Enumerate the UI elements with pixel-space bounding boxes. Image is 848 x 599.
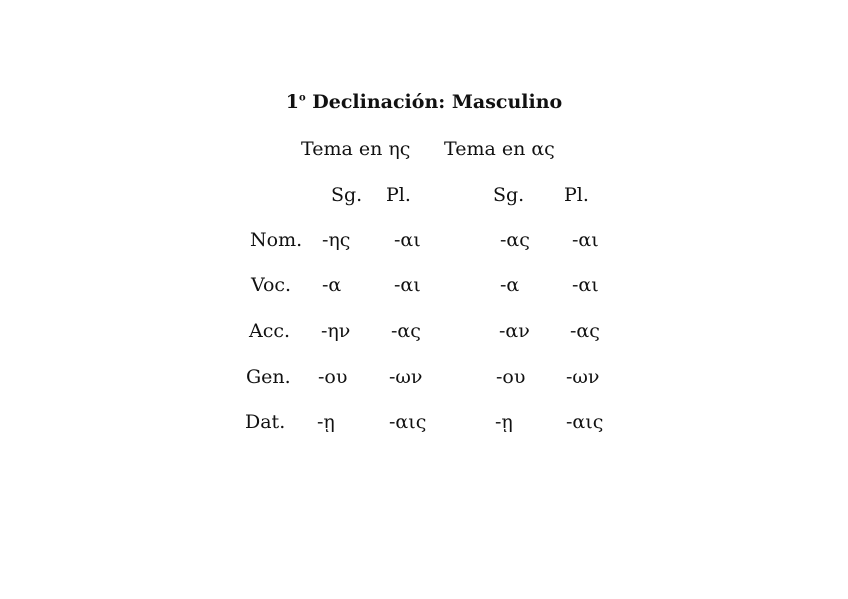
title-superscript: o — [299, 92, 306, 104]
ending-alpha-pl-acc: -ας — [570, 320, 600, 342]
ending-alpha-sg-nom: -ας — [500, 229, 530, 251]
case-label-voc: Voc. — [251, 274, 292, 296]
ending-eta-pl-acc: -ας — [391, 320, 421, 342]
title-number: 1 — [285, 91, 299, 113]
alpha-theme-header: Tema en ας — [444, 138, 555, 160]
ending-alpha-pl-nom: -αι — [572, 229, 599, 251]
case-label-gen: Gen. — [246, 366, 291, 388]
alpha-plural-label: Pl. — [564, 184, 589, 206]
ending-alpha-sg-acc: -αν — [499, 320, 530, 342]
ending-eta-pl-voc: -αι — [394, 274, 421, 296]
ending-eta-sg-acc: -ην — [321, 320, 351, 342]
ending-eta-sg-dat: -ῃ — [317, 411, 335, 433]
ending-eta-sg-voc: -α — [322, 274, 342, 296]
ending-eta-pl-gen: -ων — [389, 366, 423, 388]
page-title — [0, 89, 848, 115]
eta-singular-label: Sg. — [331, 184, 363, 206]
case-label-dat: Dat. — [245, 411, 286, 433]
ending-eta-sg-gen: -ου — [318, 366, 348, 388]
ending-alpha-pl-gen: -ων — [566, 366, 600, 388]
ending-alpha-sg-voc: -α — [500, 274, 520, 296]
case-label-nom: Nom. — [250, 229, 303, 251]
ending-alpha-sg-dat: -ῃ — [495, 411, 513, 433]
eta-plural-label: Pl. — [386, 184, 411, 206]
case-label-acc: Acc. — [249, 320, 291, 342]
ending-alpha-pl-dat: -αις — [566, 411, 604, 433]
ending-eta-pl-dat: -αις — [389, 411, 427, 433]
alpha-singular-label: Sg. — [493, 184, 525, 206]
ending-alpha-sg-gen: -ου — [496, 366, 526, 388]
ending-eta-pl-nom: -αι — [394, 229, 421, 251]
eta-theme-header: Tema en ης — [301, 138, 411, 160]
ending-eta-sg-nom: -ης — [322, 229, 351, 251]
ending-alpha-pl-voc: -αι — [572, 274, 599, 296]
title-text: Declinación: Masculino — [305, 91, 563, 113]
